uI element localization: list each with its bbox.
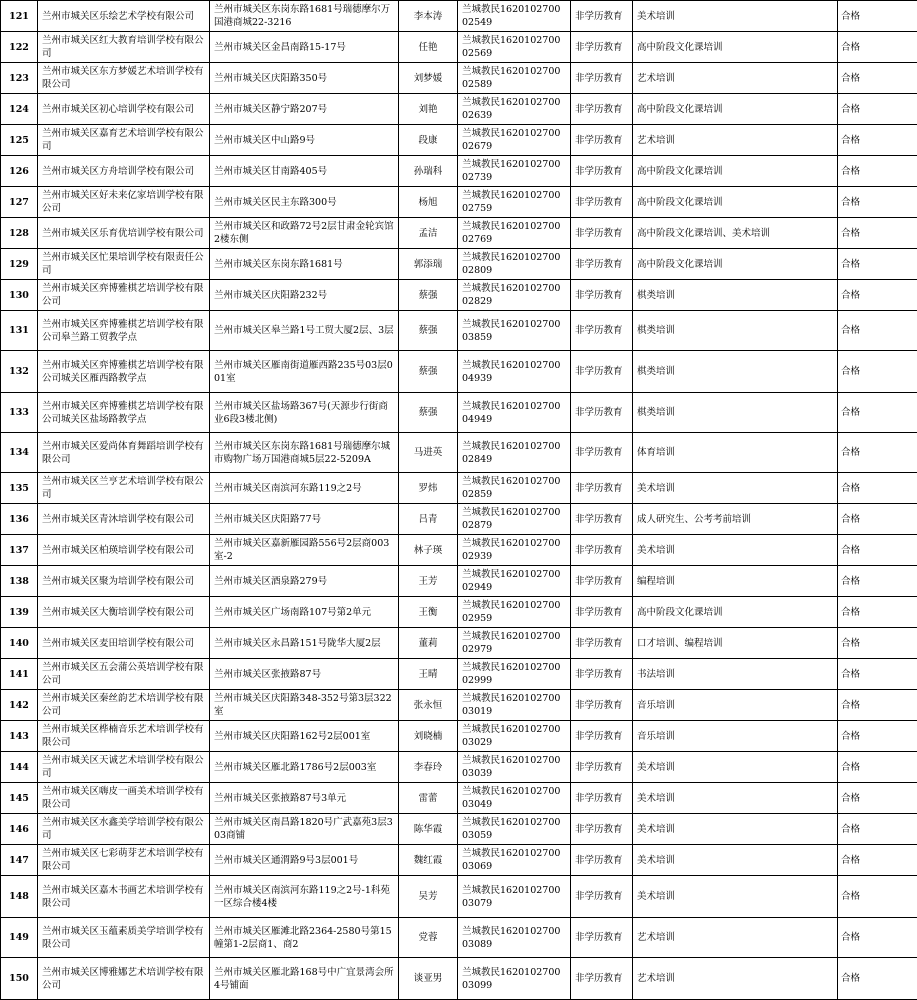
education-type: 非学历教育: [571, 690, 633, 721]
education-type: 非学历教育: [571, 597, 633, 628]
license-number: 兰城教民162010270002549: [458, 1, 571, 32]
inspection-result: 合格: [838, 218, 917, 249]
license-number: 兰城教民162010270002979: [458, 628, 571, 659]
table-row: [1, 504, 917, 535]
training-scope: 美术培训: [633, 845, 838, 876]
training-scope: 高中阶段文化课培训: [633, 187, 838, 218]
school-name: 兰州市城关区水鑫美学培训学校有限公司: [38, 814, 210, 845]
row-number: 138: [1, 566, 38, 597]
table-row: [1, 156, 917, 187]
school-address: 兰州市城关区酒泉路279号: [210, 566, 399, 597]
education-type: 非学历教育: [571, 218, 633, 249]
table-row: [1, 393, 917, 433]
table-row: [1, 249, 917, 280]
table-row: [1, 845, 917, 876]
education-type: 非学历教育: [571, 535, 633, 566]
row-number: 125: [1, 125, 38, 156]
license-number: 兰城教民162010270002879: [458, 504, 571, 535]
school-name: 兰州市城关区嗨皮一画美术培训学校有限公司: [38, 783, 210, 814]
school-address: 兰州市城关区民主东路300号: [210, 187, 399, 218]
legal-person: 孟洁: [399, 218, 458, 249]
education-type: 非学历教育: [571, 393, 633, 433]
school-address: 兰州市城关区嘉新雁园路556号2层商003室-2: [210, 535, 399, 566]
table-row: [1, 94, 917, 125]
training-scope: 美术培训: [633, 814, 838, 845]
education-type: 非学历教育: [571, 311, 633, 351]
license-number: 兰城教民162010270002859: [458, 473, 571, 504]
license-number: 兰城教民162010270002639: [458, 94, 571, 125]
training-scope: 高中阶段文化课培训: [633, 94, 838, 125]
row-number: 139: [1, 597, 38, 628]
table-row: [1, 721, 917, 752]
school-name: 兰州市城关区弈博雅棋艺培训学校有限公司城关区雁西路教学点: [38, 351, 210, 393]
row-number: 131: [1, 311, 38, 351]
school-address: 兰州市城关区雁南街道雁西路235号03层001室: [210, 351, 399, 393]
legal-person: 孙瑞科: [399, 156, 458, 187]
license-number: 兰城教民162010270002939: [458, 535, 571, 566]
education-type: 非学历教育: [571, 94, 633, 125]
training-scope: 美术培训: [633, 535, 838, 566]
row-number: 130: [1, 280, 38, 311]
row-number: 137: [1, 535, 38, 566]
school-name: 兰州市城关区博雅娜艺术培训学校有限公司: [38, 958, 210, 1000]
legal-person: 李本涛: [399, 1, 458, 32]
training-scope: 棋类培训: [633, 311, 838, 351]
license-number: 兰城教民162010270002589: [458, 63, 571, 94]
school-name: 兰州市城关区玉蕴素质美学培训学校有限公司: [38, 918, 210, 958]
education-type: 非学历教育: [571, 32, 633, 63]
school-address: 兰州市城关区皋兰路1号工贸大厦2层、3层: [210, 311, 399, 351]
table-row: [1, 659, 917, 690]
education-type: 非学历教育: [571, 845, 633, 876]
inspection-result: 合格: [838, 311, 917, 351]
license-number: 兰城教民162010270003049: [458, 783, 571, 814]
training-scope: 成人研究生、公考考前培训: [633, 504, 838, 535]
education-type: 非学历教育: [571, 187, 633, 218]
inspection-result: 合格: [838, 918, 917, 958]
school-address: 兰州市城关区永昌路151号陇华大厦2层: [210, 628, 399, 659]
education-type: 非学历教育: [571, 156, 633, 187]
table-row: [1, 311, 917, 351]
training-scope: 高中阶段文化课培训: [633, 249, 838, 280]
school-name: 兰州市城关区弈博雅棋艺培训学校有限公司城关区盐场路教学点: [38, 393, 210, 433]
school-name: 兰州市城关区方舟培训学校有限公司: [38, 156, 210, 187]
school-address: 兰州市城关区东岗东路1681号瑞德摩尔城市购物广场万国港商城5层22-5209A: [210, 433, 399, 473]
row-number: 143: [1, 721, 38, 752]
training-scope: 高中阶段文化课培训: [633, 597, 838, 628]
row-number: 133: [1, 393, 38, 433]
legal-person: 谈亚男: [399, 958, 458, 1000]
license-number: 兰城教民162010270003859: [458, 311, 571, 351]
row-number: 147: [1, 845, 38, 876]
table-row: [1, 473, 917, 504]
school-address: 兰州市城关区庆阳路348-352号第3层322室: [210, 690, 399, 721]
training-scope: 美术培训: [633, 473, 838, 504]
license-number: 兰城教民162010270003089: [458, 918, 571, 958]
legal-person: 雷蕾: [399, 783, 458, 814]
school-address: 兰州市城关区庆阳路162号2层001室: [210, 721, 399, 752]
legal-person: 李春玲: [399, 752, 458, 783]
school-address: 兰州市城关区东岗东路1681号: [210, 249, 399, 280]
license-number: 兰城教民162010270002999: [458, 659, 571, 690]
table-row: [1, 783, 917, 814]
table-row: [1, 32, 917, 63]
school-name: 兰州市城关区初心培训学校有限公司: [38, 94, 210, 125]
training-scope: 棋类培训: [633, 351, 838, 393]
row-number: 135: [1, 473, 38, 504]
school-address: 兰州市城关区甘南路405号: [210, 156, 399, 187]
table-row: [1, 1, 917, 32]
school-address: 兰州市城关区和政路72号2层甘肃金轮宾馆2楼东侧: [210, 218, 399, 249]
legal-person: 蔡强: [399, 280, 458, 311]
inspection-result: 合格: [838, 156, 917, 187]
legal-person: 党蓉: [399, 918, 458, 958]
school-name: 兰州市城关区乐育优培训学校有限公司: [38, 218, 210, 249]
inspection-result: 合格: [838, 351, 917, 393]
education-type: 非学历教育: [571, 351, 633, 393]
license-number: 兰城教民162010270002849: [458, 433, 571, 473]
license-number: 兰城教民162010270002809: [458, 249, 571, 280]
inspection-result: 合格: [838, 32, 917, 63]
education-type: 非学历教育: [571, 249, 633, 280]
table-row: [1, 63, 917, 94]
legal-person: 林子瑛: [399, 535, 458, 566]
training-scope: 美术培训: [633, 783, 838, 814]
legal-person: 张永恒: [399, 690, 458, 721]
school-name: 兰州市城关区秦丝韵艺术培训学校有限公司: [38, 690, 210, 721]
school-address: 兰州市城关区金昌南路15-17号: [210, 32, 399, 63]
legal-person: 刘艳: [399, 94, 458, 125]
row-number: 146: [1, 814, 38, 845]
legal-person: 蔡强: [399, 393, 458, 433]
training-scope: 美术培训: [633, 876, 838, 918]
inspection-result: 合格: [838, 504, 917, 535]
school-name: 兰州市城关区麦田培训学校有限公司: [38, 628, 210, 659]
legal-person: 蔡强: [399, 351, 458, 393]
legal-person: 魏红霞: [399, 845, 458, 876]
education-type: 非学历教育: [571, 659, 633, 690]
education-type: 非学历教育: [571, 1, 633, 32]
education-type: 非学历教育: [571, 721, 633, 752]
inspection-result: 合格: [838, 393, 917, 433]
training-scope: 棋类培训: [633, 280, 838, 311]
training-scope: 高中阶段文化课培训、美术培训: [633, 218, 838, 249]
school-address: 兰州市城关区东岗东路1681号瑞德摩尔万国港商城22-3216: [210, 1, 399, 32]
inspection-result: 合格: [838, 690, 917, 721]
legal-person: 蔡强: [399, 311, 458, 351]
table-row: [1, 218, 917, 249]
row-number: 132: [1, 351, 38, 393]
training-scope: 艺术培训: [633, 125, 838, 156]
school-address: 兰州市城关区雁北路1786号2层003室: [210, 752, 399, 783]
legal-person: 任艳: [399, 32, 458, 63]
training-scope: 艺术培训: [633, 958, 838, 1000]
inspection-result: 合格: [838, 958, 917, 1000]
inspection-result: 合格: [838, 814, 917, 845]
inspection-result: 合格: [838, 628, 917, 659]
school-address: 兰州市城关区雁北路168号中广宜景湾会所4号铺面: [210, 958, 399, 1000]
table-row: [1, 628, 917, 659]
school-address: 兰州市城关区南滨河东路119之2号: [210, 473, 399, 504]
training-scope: 艺术培训: [633, 63, 838, 94]
school-name: 兰州市城关区弈博雅棋艺培训学校有限公司: [38, 280, 210, 311]
training-scope: 口才培训、编程培训: [633, 628, 838, 659]
school-name: 兰州市城关区青沐培训学校有限公司: [38, 504, 210, 535]
school-address: 兰州市城关区张掖路87号3单元: [210, 783, 399, 814]
school-address: 兰州市城关区张掖路87号: [210, 659, 399, 690]
school-address: 兰州市城关区南昌路1820号广武嘉苑3层303商铺: [210, 814, 399, 845]
inspection-result: 合格: [838, 659, 917, 690]
inspection-result: 合格: [838, 473, 917, 504]
inspection-result: 合格: [838, 94, 917, 125]
row-number: 144: [1, 752, 38, 783]
school-name: 兰州市城关区兰亨艺术培训学校有限公司: [38, 473, 210, 504]
table-row: [1, 597, 917, 628]
table-row: [1, 187, 917, 218]
legal-person: 陈华霞: [399, 814, 458, 845]
legal-person: 郭添瑞: [399, 249, 458, 280]
school-address: 兰州市城关区静宁路207号: [210, 94, 399, 125]
school-address: 兰州市城关区庆阳路350号: [210, 63, 399, 94]
row-number: 122: [1, 32, 38, 63]
school-address: 兰州市城关区雁滩北路2364-2580号第15幢第1-2层商1、商2: [210, 918, 399, 958]
license-number: 兰城教民162010270003019: [458, 690, 571, 721]
school-address: 兰州市城关区南滨河东路119之2号-1科苑一区综合楼4楼: [210, 876, 399, 918]
school-name: 兰州市城关区爱尚体育舞蹈培训学校有限公司: [38, 433, 210, 473]
school-address: 兰州市城关区庆阳路232号: [210, 280, 399, 311]
row-number: 149: [1, 918, 38, 958]
training-scope: 音乐培训: [633, 721, 838, 752]
education-type: 非学历教育: [571, 876, 633, 918]
school-name: 兰州市城关区大衡培训学校有限公司: [38, 597, 210, 628]
license-number: 兰城教民162010270004949: [458, 393, 571, 433]
legal-person: 王芳: [399, 566, 458, 597]
school-name: 兰州市城关区东方梦媛艺术培训学校有限公司: [38, 63, 210, 94]
table-row: [1, 280, 917, 311]
table-row: [1, 535, 917, 566]
row-number: 134: [1, 433, 38, 473]
license-number: 兰城教民162010270002569: [458, 32, 571, 63]
inspection-result: 合格: [838, 721, 917, 752]
school-name: 兰州市城关区柏瑛培训学校有限公司: [38, 535, 210, 566]
table-row: [1, 958, 917, 1000]
legal-person: 王晴: [399, 659, 458, 690]
school-name: 兰州市城关区七彩萌芽艺术培训学校有限公司: [38, 845, 210, 876]
training-scope: 高中阶段文化课培训: [633, 32, 838, 63]
school-name: 兰州市城关区弈博雅棋艺培训学校有限公司皋兰路工贸教学点: [38, 311, 210, 351]
inspection-result: 合格: [838, 535, 917, 566]
inspection-result: 合格: [838, 876, 917, 918]
inspection-result: 合格: [838, 125, 917, 156]
legal-person: 段康: [399, 125, 458, 156]
education-type: 非学历教育: [571, 628, 633, 659]
table-row: [1, 752, 917, 783]
education-type: 非学历教育: [571, 566, 633, 597]
row-number: 142: [1, 690, 38, 721]
education-type: 非学历教育: [571, 473, 633, 504]
training-scope: 艺术培训: [633, 918, 838, 958]
row-number: 140: [1, 628, 38, 659]
training-scope: 书法培训: [633, 659, 838, 690]
school-name: 兰州市城关区五会蒲公英培训学校有限公司: [38, 659, 210, 690]
legal-person: 吴芳: [399, 876, 458, 918]
education-type: 非学历教育: [571, 783, 633, 814]
school-name: 兰州市城关区乐绘艺术学校有限公司: [38, 1, 210, 32]
row-number: 141: [1, 659, 38, 690]
inspection-result: 合格: [838, 783, 917, 814]
inspection-result: 合格: [838, 187, 917, 218]
training-scope: 编程培训: [633, 566, 838, 597]
training-scope: 美术培训: [633, 1, 838, 32]
table-row: [1, 814, 917, 845]
school-address: 兰州市城关区中山路9号: [210, 125, 399, 156]
inspection-result: 合格: [838, 433, 917, 473]
license-number: 兰城教民162010270002949: [458, 566, 571, 597]
school-address: 兰州市城关区通渭路9号3层001号: [210, 845, 399, 876]
school-name: 兰州市城关区桦楠音乐艺术培训学校有限公司: [38, 721, 210, 752]
legal-person: 刘晓楠: [399, 721, 458, 752]
education-type: 非学历教育: [571, 752, 633, 783]
license-number: 兰城教民162010270003029: [458, 721, 571, 752]
inspection-result: 合格: [838, 63, 917, 94]
table-row: [1, 351, 917, 393]
legal-person: 董莉: [399, 628, 458, 659]
school-name: 兰州市城关区嘉育艺术培训学校有限公司: [38, 125, 210, 156]
row-number: 124: [1, 94, 38, 125]
inspection-result: 合格: [838, 249, 917, 280]
inspection-result: 合格: [838, 1, 917, 32]
school-name: 兰州市城关区聚为培训学校有限公司: [38, 566, 210, 597]
training-scope: 美术培训: [633, 752, 838, 783]
license-number: 兰城教民162010270002759: [458, 187, 571, 218]
row-number: 136: [1, 504, 38, 535]
school-address: 兰州市城关区庆阳路77号: [210, 504, 399, 535]
education-type: 非学历教育: [571, 280, 633, 311]
inspection-result: 合格: [838, 566, 917, 597]
row-number: 145: [1, 783, 38, 814]
license-number: 兰城教民162010270003079: [458, 876, 571, 918]
row-number: 126: [1, 156, 38, 187]
table-row: [1, 690, 917, 721]
license-number: 兰城教民162010270002959: [458, 597, 571, 628]
training-scope: 体育培训: [633, 433, 838, 473]
legal-person: 杨旭: [399, 187, 458, 218]
legal-person: 罗炜: [399, 473, 458, 504]
school-name: 兰州市城关区红大教育培训学校有限公司: [38, 32, 210, 63]
training-scope: 高中阶段文化课培训: [633, 156, 838, 187]
school-name: 兰州市城关区忙果培训学校有限责任公司: [38, 249, 210, 280]
legal-person: 刘梦媛: [399, 63, 458, 94]
inspection-result: 合格: [838, 845, 917, 876]
education-type: 非学历教育: [571, 63, 633, 94]
legal-person: 马进英: [399, 433, 458, 473]
license-number: 兰城教民162010270002829: [458, 280, 571, 311]
row-number: 121: [1, 1, 38, 32]
row-number: 129: [1, 249, 38, 280]
inspection-result: 合格: [838, 597, 917, 628]
education-type: 非学历教育: [571, 918, 633, 958]
table-row: [1, 566, 917, 597]
education-type: 非学历教育: [571, 125, 633, 156]
school-name: 兰州市城关区天诚艺术培训学校有限公司: [38, 752, 210, 783]
school-name: 兰州市城关区好未来亿家培训学校有限公司: [38, 187, 210, 218]
education-type: 非学历教育: [571, 958, 633, 1000]
inspection-result: 合格: [838, 752, 917, 783]
license-number: 兰城教民162010270003039: [458, 752, 571, 783]
license-number: 兰城教民162010270003069: [458, 845, 571, 876]
inspection-result: 合格: [838, 280, 917, 311]
row-number: 148: [1, 876, 38, 918]
education-type: 非学历教育: [571, 504, 633, 535]
license-number: 兰城教民162010270003099: [458, 958, 571, 1000]
school-address: 兰州市城关区广场南路107号第2单元: [210, 597, 399, 628]
education-type: 非学历教育: [571, 433, 633, 473]
table-row: [1, 876, 917, 918]
table-row: [1, 918, 917, 958]
row-number: 150: [1, 958, 38, 1000]
row-number: 123: [1, 63, 38, 94]
training-scope: 音乐培训: [633, 690, 838, 721]
license-number: 兰城教民162010270002679: [458, 125, 571, 156]
license-number: 兰城教民162010270002769: [458, 218, 571, 249]
row-number: 127: [1, 187, 38, 218]
license-number: 兰城教民162010270004939: [458, 351, 571, 393]
license-number: 兰城教民162010270003059: [458, 814, 571, 845]
legal-person: 王衡: [399, 597, 458, 628]
school-name: 兰州市城关区嘉木书画艺术培训学校有限公司: [38, 876, 210, 918]
row-number: 128: [1, 218, 38, 249]
school-address: 兰州市城关区盐场路367号(天源步行街商业6段3楼北侧): [210, 393, 399, 433]
table-row: [1, 125, 917, 156]
education-type: 非学历教育: [571, 814, 633, 845]
license-number: 兰城教民162010270002739: [458, 156, 571, 187]
legal-person: 吕青: [399, 504, 458, 535]
table-row: [1, 433, 917, 473]
training-scope: 棋类培训: [633, 393, 838, 433]
